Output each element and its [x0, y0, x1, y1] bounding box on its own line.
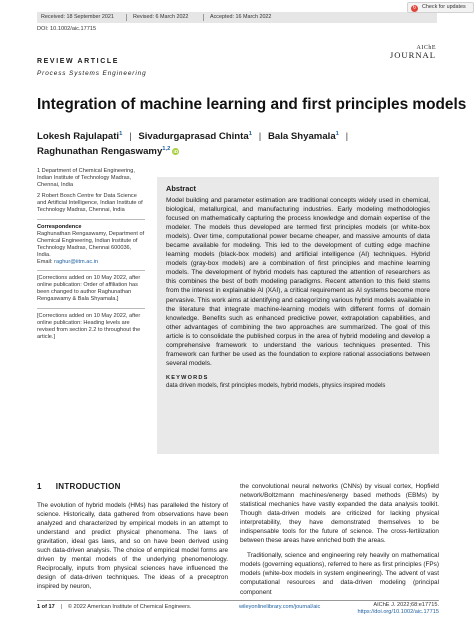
copyright: © 2022 American Institute of Chemical Engineers.	[67, 604, 192, 610]
journal-url-link[interactable]: wileyonlinelibrary.com/journal/aic	[239, 604, 321, 610]
received-date: Received: 18 September 2021	[41, 14, 114, 20]
section-title: INTRODUCTION	[55, 482, 121, 491]
page-number: 1 of 17	[37, 604, 55, 610]
keywords-heading: KEYWORDS	[166, 374, 209, 381]
correction-note: [Corrections added on 10 May 2022, after online publication: Heading levels are revised from section 2.2 to throughout the article.]	[37, 312, 141, 340]
affiliation: 2 Robert Bosch Centre for Data Science and Artificial Intelligence, Indian Institute of Technology Madras, Chennai, India	[37, 193, 143, 214]
author-name[interactable]: Bala Shyamala	[267, 131, 336, 143]
journal-logo-line1: AIChE	[416, 45, 436, 51]
abstract-heading: Abstract	[166, 184, 196, 193]
email-label: Email:	[37, 259, 53, 266]
correspondence-heading: Correspondence	[37, 223, 82, 230]
author-name[interactable]: Sivadurgaprasad Chinta	[138, 131, 249, 143]
revised-date: Revised: 6 March 2022	[133, 14, 189, 20]
citation: AIChE J. 2022;68:e17715.	[373, 602, 439, 608]
divider	[203, 14, 204, 21]
keywords-list: data driven models, first principles models, hybrid models, physics inspired models	[166, 382, 386, 389]
correspondence-text: Raghunathan Rengaswamy, Department of Chemical Engineering, Indian Institute of Technology Madras, Chennai 600036, India.	[37, 230, 145, 258]
author-list: Lokesh Rajulapati$^1$ | Sivadurgaprasad Chinta$^1$ | Bala Shyamala$^1$ |	[37, 131, 349, 143]
section-number: 1	[37, 482, 42, 491]
author-affiliation: 1	[119, 131, 123, 137]
accepted-date: Accepted: 16 March 2022	[210, 14, 272, 20]
email-link[interactable]: raghur@iitm.ac.in	[54, 259, 99, 266]
journal-logo-line2: JOURNAL	[389, 50, 436, 60]
divider	[37, 308, 145, 309]
author-info-column	[37, 168, 145, 345]
section-heading	[37, 482, 121, 491]
check-for-updates-label: Check for updates	[422, 4, 466, 10]
doi-url-link[interactable]: https://doi.org/10.1002/aic.17715	[357, 609, 439, 616]
divider	[126, 14, 127, 21]
author-affiliation: 1	[335, 131, 339, 137]
check-for-updates-button[interactable]	[407, 2, 474, 13]
article-type: REVIEW ARTICLE	[37, 58, 120, 65]
footer-citation	[335, 602, 439, 616]
article-section: Process Systems Engineering	[37, 70, 147, 77]
abstract-text: Model building and parameter estimation are traditional concepts widely used in chemical, biological, metallurgical, and manufacturing industries. Early modeling methodologies focused on mathematically capturing the process knowledge and domain expertise of the modeler. The models thus developed are termed first principles models (or white-box models). Over time, computational power became cheaper, and massive amounts of data became available for modeling. This led to the development of cutting edge machine learning models (black-box models) and artificial intelligence (AI) techniques. Hybrid models (gray-box models) are a combination of first principles and machine learning models. The development of hybrid models has captured the attention of researchers as this combines the best of both modeling paradigms. Recent attention to this field stems from the interest in explainable AI (XAI), a critical requirement as AI systems become more pervasive. This work aims at identifying and categorizing various hybrid models available in the literature that integrate machine-learning models with different forms of domain knowledge. Benefits such as enhanced predictive power, extrapolation capabilities, and other advantages of combining the two approaches are summarized. The goal of this article is to consolidate the published corpus in the area of hybrid modeling and develop a comprehensive framework to understand the various techniques presented. This framework can further be used as the foundation to explore rational associations between several models.	[166, 197, 430, 367]
author-affiliation: 1,2	[162, 146, 171, 152]
correction-note: [Corrections added on 10 May 2022, after online publication: Order of affiliation has been changed to author Raghunathan Rengaswamy & Bala Shyamala.]	[37, 275, 141, 303]
body-column-right	[240, 482, 439, 597]
footer-divider	[37, 600, 439, 601]
body-column-left: The evolution of hybrid models (HMs) has paralleled the history of science. Historically, data gathered from observations have been analyzed and characterized by empirical models in an attempt to understand and predict physical phenomena. The laws of gravitation, ideal gas laws, and so on have been derived using such data-driven analysis. The choice of empirical model forms are driven by mental models of the underlying phenomenology. Reciprocally, inputs from physical sciences have influenced the design of data-driven techniques. The ideas of a preceptron inspired by neuron,	[37, 502, 228, 591]
refresh-icon: ↻	[412, 4, 417, 11]
author-affiliation: 1	[248, 131, 252, 137]
doi-link[interactable]: DOI: 10.1002/aic.17715	[37, 26, 97, 32]
article-title: Integration of machine learning and first principles models	[37, 96, 467, 113]
abstract-box	[157, 177, 439, 454]
divider	[37, 270, 145, 271]
footer-left: 1 of 17 | © 2022 American Institute of Chemical Engineers.	[37, 604, 192, 610]
body-paragraph: the convolutional neural networks (CNNs) by visual cortex, Hopfield network/Boltzmann machines/energy based methods (EBMs) by statistical mechanics have vastly expanded the data analysis toolkit. Though data-driven models are criticized for lacking physical interpretability, they have demonstrated themselves to be indispensable tools for the future of science. The cross-fertilization between these areas have enriched both the areas.	[240, 483, 439, 545]
author-list-line2	[37, 146, 179, 157]
author-name[interactable]: Raghunathan Rengaswamy	[37, 146, 163, 158]
affiliation: 1 Department of Chemical Engineering, Indian Institute of Technology Madras, Chennai, India	[37, 168, 135, 189]
orcid-icon[interactable]: iD	[173, 149, 179, 155]
author-name[interactable]: Lokesh Rajulapati	[37, 131, 120, 143]
journal-logo	[384, 45, 436, 59]
divider	[37, 219, 145, 220]
publication-dates-bar	[37, 12, 437, 23]
body-paragraph: Traditionally, science and engineering rely heavily on mathematical models (governing equations), referred to here as first principles (FPs) models (white-box models in system engineering). The advent of vast computational resources and data-driven modeling (principal component	[240, 552, 439, 596]
